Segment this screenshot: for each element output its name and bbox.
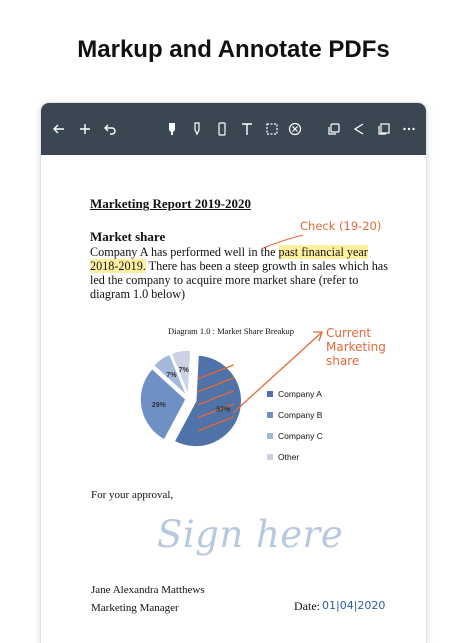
signature-field[interactable]: Sign here — [157, 513, 344, 556]
legend-label: Other — [278, 451, 300, 462]
legend-item — [267, 446, 323, 467]
no-annotation-icon[interactable] — [288, 122, 302, 136]
slice-label: 29% — [151, 402, 166, 410]
undo-icon[interactable] — [103, 122, 117, 136]
legend-label: Company A — [278, 388, 322, 399]
callout-line: Marketing — [326, 340, 386, 354]
chart-legend — [267, 383, 323, 467]
legend-swatch — [267, 391, 273, 397]
more-icon[interactable] — [402, 122, 416, 136]
toolbar — [41, 103, 426, 155]
page-headline: Markup and Annotate PDFs — [77, 36, 390, 63]
pen-icon[interactable] — [190, 122, 204, 136]
layers-icon[interactable] — [327, 122, 341, 136]
text-icon[interactable] — [240, 122, 254, 136]
legend-swatch — [267, 433, 273, 439]
selection-icon[interactable] — [265, 122, 279, 136]
highlighted-text[interactable]: past financial year 2018-2019. — [90, 245, 368, 273]
eraser-icon[interactable] — [215, 122, 229, 136]
slice-label: 57% — [216, 406, 231, 414]
legend-item — [267, 404, 323, 425]
date-label: Date: — [294, 599, 320, 613]
paragraph-text-end: There has been a steep growth in sales which has led the company to acquire more market share (refer to diagram 1.0 below) — [90, 259, 388, 301]
legend-item — [267, 383, 323, 404]
document-title: Marketing Report 2019-2020 — [90, 196, 252, 211]
legend-swatch — [267, 412, 273, 418]
legend-label: Company B — [278, 409, 323, 420]
signer-name: Jane Alexandra Matthews — [91, 584, 205, 596]
slice-label: 7% — [178, 366, 189, 374]
copy-icon[interactable] — [377, 122, 391, 136]
legend-swatch — [267, 454, 273, 460]
chart-title: Diagram 1.0 : Market Share Breakup — [168, 326, 295, 336]
highlighter-icon[interactable] — [165, 122, 179, 136]
callout-annotation[interactable] — [326, 326, 416, 368]
section-heading: Market share — [90, 229, 166, 244]
legend-label: Company C — [278, 430, 323, 441]
back-arrow-icon[interactable] — [52, 122, 66, 136]
plus-icon[interactable] — [78, 122, 92, 136]
pdf-page[interactable] — [41, 155, 426, 643]
approval-line: For your approval, — [91, 489, 174, 501]
body-paragraph — [90, 245, 390, 301]
legend-item — [267, 425, 323, 446]
slice-label: 7% — [166, 371, 177, 379]
paragraph-text-start: Company A has performed well in the — [90, 245, 279, 259]
signer-role: Marketing Manager — [91, 602, 179, 614]
pdf-viewer-window — [41, 103, 426, 643]
check-annotation[interactable]: Check (19-20) — [300, 219, 382, 233]
share-icon[interactable] — [352, 122, 366, 136]
callout-line: Current — [326, 326, 372, 340]
date-field[interactable]: 01|04|2020 — [322, 599, 386, 612]
callout-line: share — [326, 354, 360, 368]
